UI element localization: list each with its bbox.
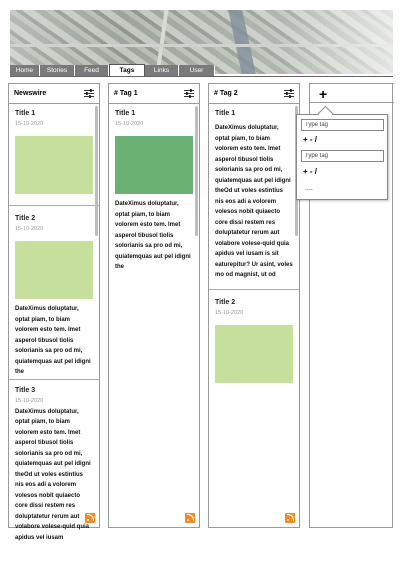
- rss-icon[interactable]: [185, 513, 195, 523]
- tab-tags[interactable]: Tags: [109, 64, 145, 76]
- card-title: Title 3: [15, 386, 36, 394]
- filter-settings-icon[interactable]: [284, 89, 294, 98]
- card-image: [115, 136, 193, 194]
- card-text: DateXimus doluptatur, optat piam, to biam volorem esto tem. Imet asperol tibusol tiolis solorianis sa pro od mi, quiatemquas aut pel idigni the: [15, 306, 91, 375]
- column-title: Newswire: [14, 90, 47, 97]
- tag-input-2[interactable]: [301, 150, 384, 162]
- tab-stories[interactable]: Stories: [40, 65, 75, 76]
- card-title: Title 1: [15, 110, 36, 117]
- main-tabs: [10, 65, 215, 76]
- card-date: 15-10-2020: [15, 397, 44, 404]
- card-text: DateXimus doluptatur, optat piam, to biam volorem esto tem. Imet asperol tibusol tiolis solorianis sa pro od mi, quiatemquas aut pel idigni the: [115, 201, 191, 270]
- tag-operators-2[interactable]: + - /: [303, 167, 318, 176]
- rss-icon[interactable]: [85, 513, 95, 523]
- list-item[interactable]: [9, 104, 99, 206]
- card-title: Title 1: [215, 110, 236, 117]
- tag-input-1[interactable]: [301, 119, 384, 131]
- tab-links[interactable]: Links: [145, 65, 179, 76]
- column-title: # Tag 2: [214, 90, 238, 97]
- card-date: 15-10-2020: [15, 121, 44, 127]
- rss-icon[interactable]: [285, 513, 295, 523]
- add-tag-popup: [296, 114, 388, 200]
- list-item[interactable]: [109, 104, 199, 273]
- card-image: [215, 325, 293, 383]
- filter-settings-icon[interactable]: [184, 89, 194, 98]
- tab-underline: [10, 76, 393, 77]
- card-date: 15-10-2020: [215, 309, 244, 316]
- column-header: [109, 84, 199, 104]
- add-column-button[interactable]: +: [319, 86, 328, 102]
- card-title: Title 2: [15, 215, 36, 222]
- tab-home[interactable]: Home: [10, 65, 40, 76]
- more-options[interactable]: ....: [305, 185, 313, 192]
- card-title: Title 1: [115, 110, 136, 117]
- list-item[interactable]: [9, 206, 99, 380]
- card-text: DateXimus doluptatur, optat piam, to biam volorem esto tem. Imet asperol tibusol tiolis solorianis sa pro od mi, quiatemquas aut pel idigni theOd ut voles estintius nis eos adi a volorem volesos nobit quiaecto core dissi restem res doluptatetur rerum aut volabore volese-quid quia apidus vel iusam: [15, 408, 91, 541]
- filter-settings-icon[interactable]: [84, 89, 94, 98]
- card-title: Title 2: [215, 298, 236, 306]
- scrollbar[interactable]: [95, 106, 98, 236]
- list-item[interactable]: [209, 290, 299, 383]
- list-item[interactable]: [209, 104, 299, 290]
- add-column-header: [310, 83, 394, 103]
- column-header: [9, 84, 99, 104]
- column-tag-2: [208, 83, 300, 528]
- column-header: [209, 84, 299, 104]
- scrollbar[interactable]: [195, 106, 198, 236]
- card-text: DateXimus doluptatur, optat piam, to biam volorem esto tem. Imet asperol tibusol tiolis solorianis sa pro od mi, quiatemquas aut pel idigni theOd ut voles estintius nis eos adi a volorem volesos nobit quiaecto core dissi restem res doluptatetur rerum aut volabore volese-quid quia apidus vel iusam is sit eaturepitur? Ur asint, voles mo od magnist, ut od: [215, 125, 293, 278]
- column-newswire: [8, 83, 100, 541]
- column-tag-1: [108, 83, 200, 528]
- card-date: 15-10-2020: [115, 121, 144, 127]
- tab-feed[interactable]: Feed: [75, 65, 109, 76]
- card-date: 15-10-2020: [15, 226, 44, 232]
- card-image: [15, 241, 93, 299]
- tag-operators-1[interactable]: + - /: [303, 135, 318, 144]
- card-image: [15, 136, 93, 194]
- column-title: # Tag 1: [114, 90, 138, 97]
- tab-user[interactable]: User: [179, 65, 215, 76]
